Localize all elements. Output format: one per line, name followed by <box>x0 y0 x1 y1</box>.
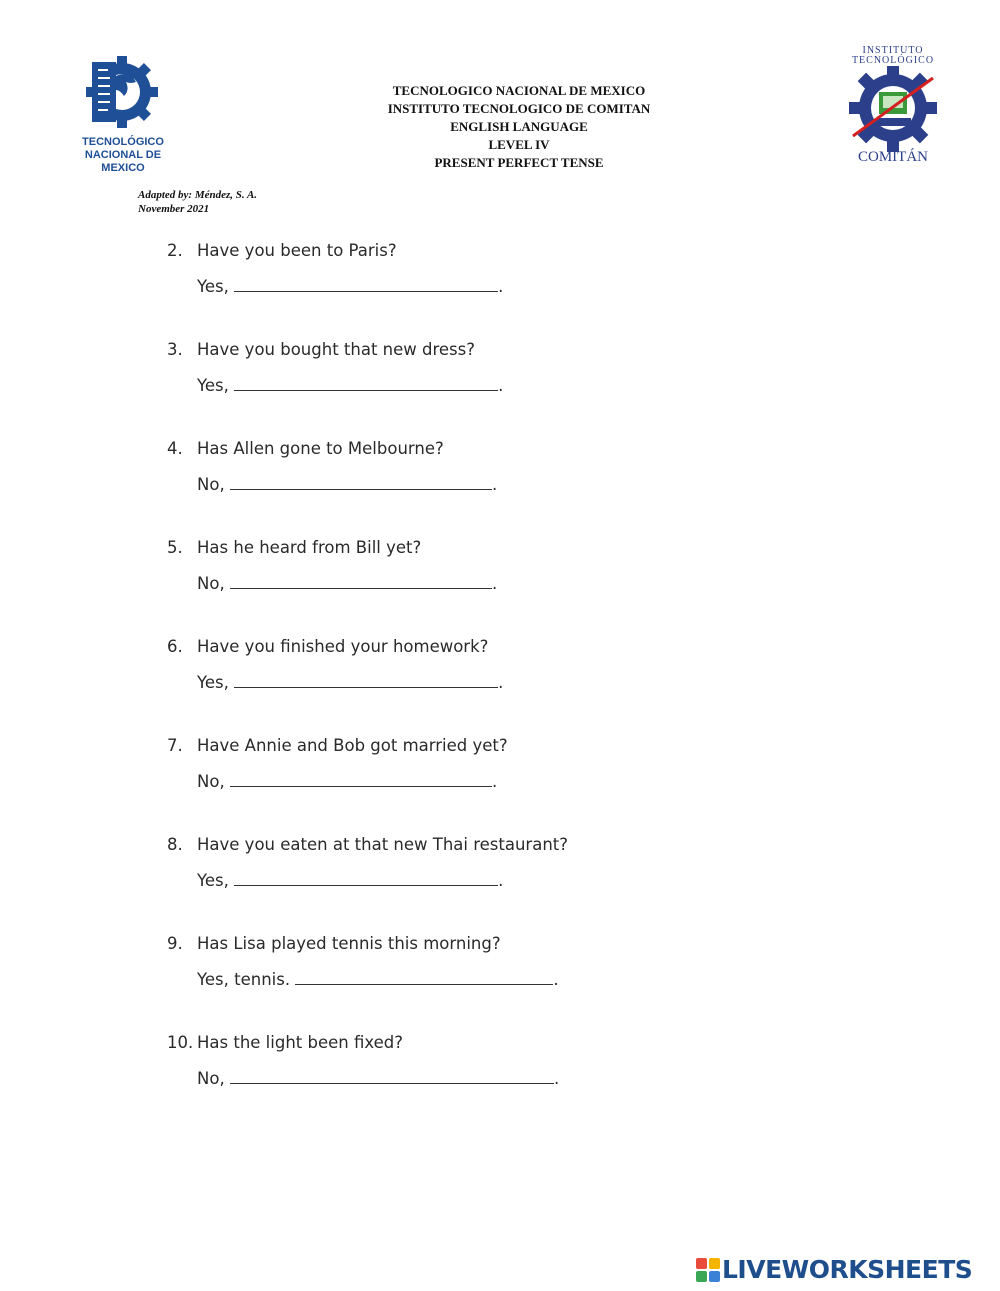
question-number: 9. <box>167 934 183 953</box>
question-text: Has he heard from Bill yet? <box>197 538 422 557</box>
question-item <box>167 536 687 594</box>
logo-right-top-line2: TECNOLÓGICO <box>851 55 935 66</box>
question-number: 3. <box>167 340 183 359</box>
question-number: 10. <box>167 1033 194 1052</box>
header-line5: PRESENT PERFECT TENSE <box>434 155 604 170</box>
answer-suffix: . <box>553 970 559 989</box>
logo-right-top-line1: INSTITUTO <box>862 45 924 56</box>
answer-blank[interactable] <box>295 966 553 985</box>
liveworksheets-logo-icon <box>696 1258 720 1282</box>
brand-name: LIVEWORKSHEETS <box>722 1255 973 1284</box>
question-number: 8. <box>167 835 183 854</box>
answer-blank[interactable] <box>234 273 498 292</box>
itc-logo <box>844 46 942 166</box>
header-line3: ENGLISH LANGUAGE <box>450 119 588 134</box>
adapted-date: November 2021 <box>138 203 210 215</box>
question-item <box>167 734 687 792</box>
question-text: Have you finished your homework? <box>197 637 489 656</box>
answer-blank[interactable] <box>234 372 498 391</box>
document-header <box>330 82 708 172</box>
answer-suffix: . <box>553 1069 560 1088</box>
answer-suffix: . <box>491 772 498 791</box>
answer-prefix: No, <box>197 1069 225 1088</box>
question-number: 2. <box>167 241 183 260</box>
question-text: Have you bought that new dress? <box>197 340 476 359</box>
question-text: Has Lisa played tennis this morning? <box>197 934 501 953</box>
question-text: Has the light been fixed? <box>197 1033 404 1052</box>
header-line4: LEVEL IV <box>488 137 550 152</box>
question-number: 4. <box>167 439 183 458</box>
logo-left-line2: NACIONAL DE MEXICO <box>84 149 162 174</box>
question-text: Have Annie and Bob got married yet? <box>197 736 508 755</box>
logo-right-bottom: COMITÁN <box>858 149 928 165</box>
answer-blank[interactable] <box>230 570 492 589</box>
answer-prefix: Yes, <box>197 673 229 692</box>
answer-suffix: . <box>498 673 504 692</box>
eagle-gear-icon <box>62 52 184 136</box>
answer-prefix: No, <box>197 772 225 791</box>
question-text: Have you eaten at that new Thai restaurant? <box>197 835 569 854</box>
answer-suffix: . <box>491 574 498 593</box>
answer-prefix: Yes, <box>197 376 229 395</box>
answer-prefix: Yes, <box>197 871 229 890</box>
question-text: Have you been to Paris? <box>197 241 397 260</box>
question-number: 7. <box>167 736 183 755</box>
question-number: 6. <box>167 637 183 656</box>
question-item <box>167 932 687 990</box>
answer-prefix: Yes, <box>197 277 229 296</box>
answer-suffix: . <box>498 871 504 890</box>
gear-emblem-icon <box>844 66 942 152</box>
answer-prefix: No, <box>197 574 225 593</box>
answer-suffix: . <box>498 277 504 296</box>
question-item <box>167 1031 687 1089</box>
question-number: 5. <box>167 538 183 557</box>
answer-blank[interactable] <box>230 471 492 490</box>
answer-suffix: . <box>498 376 504 395</box>
answer-prefix: Yes, tennis. <box>197 970 291 989</box>
question-item <box>167 338 687 396</box>
question-item <box>167 437 687 495</box>
adapted-by: Adapted by: Méndez, S. A. <box>138 189 258 201</box>
answer-blank[interactable] <box>234 669 498 688</box>
answer-blank[interactable] <box>234 867 498 886</box>
question-item <box>167 239 687 297</box>
question-item <box>167 635 687 693</box>
answer-prefix: No, <box>197 475 225 494</box>
question-text: Has Allen gone to Melbourne? <box>197 439 444 458</box>
logo-left-line1: TECNOLÓGICO <box>82 136 164 148</box>
tecnm-logo <box>62 52 184 174</box>
adapted-by-note <box>138 188 257 216</box>
answer-blank[interactable] <box>230 1065 554 1084</box>
question-item <box>167 833 687 891</box>
header-line1: TECNOLOGICO NACIONAL DE MEXICO <box>392 83 646 98</box>
header-line2: INSTITUTO TECNOLOGICO DE COMITAN <box>387 101 651 116</box>
answer-suffix: . <box>491 475 498 494</box>
answer-blank[interactable] <box>230 768 492 787</box>
